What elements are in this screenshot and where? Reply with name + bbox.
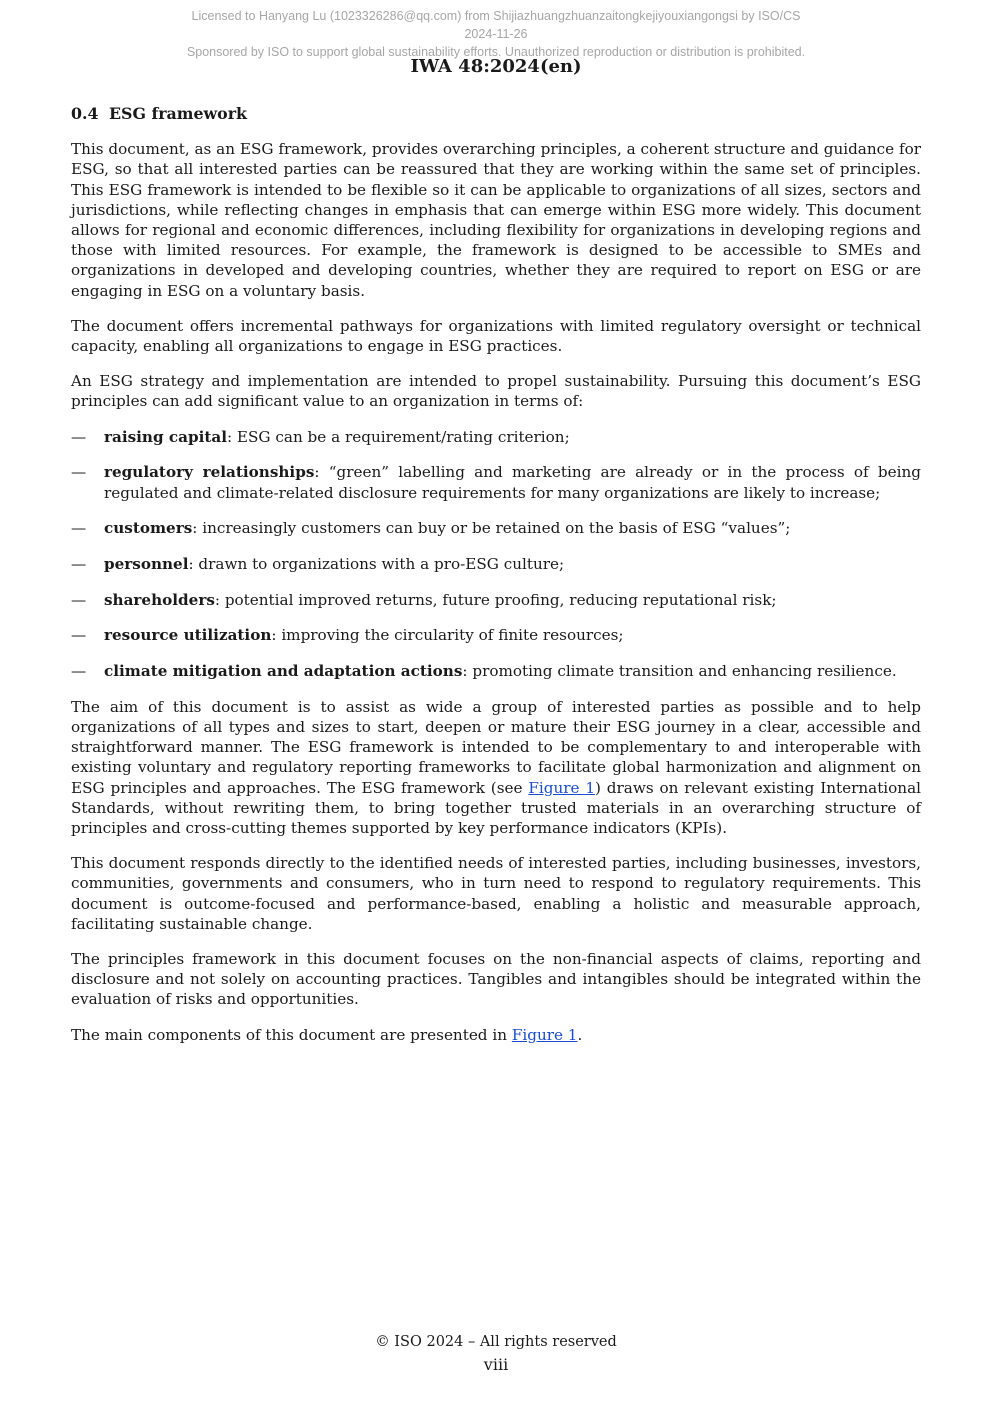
list-item-term: customers <box>104 519 193 538</box>
list-item <box>71 554 921 574</box>
list-item-term: regulatory relationships <box>104 463 315 482</box>
list-item <box>71 518 921 538</box>
paragraph-intro: This document, as an ESG framework, provides overarching principles, a coherent structure and guidance for ESG, so that all interested parties can be reassured that they are working within the same set of principles. This ESG framework is intended to be flexible so it can be applicable to organizations of all sizes, sectors and jurisdictions, while reflecting changes in emphasis that can emerge within ESG more widely. This document allows for regional and economic differences, including flexibility for organizations in developing regions and those with limited resources. For example, the framework is designed to be accessible to SMEs and organizations in developed and developing countries, whether they are required to report on ESG or are engaging in ESG on a voluntary basis. <box>71 140 921 300</box>
page-number: viii <box>483 1355 509 1374</box>
paragraph-components-text: The main components of this document are presented in <box>71 1025 512 1044</box>
value-list <box>71 427 921 682</box>
paragraph-pathways: The document offers incremental pathways for organizations with limited regulatory oversight or technical capacity, enabling all organizations to engage in ESG practices. <box>71 316 921 356</box>
list-item-text: : drawn to organizations with a pro-ESG culture; <box>188 554 565 573</box>
section-number: 0.4 <box>71 104 99 123</box>
list-item-term: personnel <box>104 554 189 573</box>
figure-1-link[interactable]: Figure 1 <box>528 778 596 797</box>
list-item-term: raising capital <box>104 427 227 446</box>
license-line-3: Sponsored by ISO to support global sustainability efforts. Unauthorized reproduction or distribution is prohibited. <box>186 45 806 59</box>
list-item <box>71 462 921 502</box>
bullet-dash: — <box>71 590 87 609</box>
paragraph-needs: This document responds directly to the identified needs of interested parties, including businesses, investors, communities, governments and consumers, who in turn need to respond to regulatory requirements. This document is outcome-focused and performance-based, enabling a holistic and measurable approach, facilitating sustainable change. <box>71 854 921 933</box>
paragraph-value: An ESG strategy and implementation are intended to propel sustainability. Pursuing this document’s ESG principles can add significant value to an organization in terms of: <box>71 372 921 411</box>
list-item-text: : ESG can be a requirement/rating criterion; <box>226 427 570 446</box>
list-item-text: : increasingly customers can buy or be retained on the basis of ESG “values”; <box>192 519 791 538</box>
list-item-text: : “green” labelling and marketing are already or in the process of being regulated and climate-related disclosure requirements for many organizations are likely to increase; <box>104 463 921 502</box>
license-line-2: 2024-11-26 <box>464 27 528 41</box>
section-heading <box>71 104 921 124</box>
list-item <box>71 427 921 447</box>
paragraph-principles: The principles framework in this document focuses on the non-financial aspects of claims, reporting and disclosure and not solely on accounting practices. Tangibles and intangibles should be integrated within the evaluation of risks and opportunities. <box>71 950 921 1009</box>
figure-1-link[interactable]: Figure 1 <box>511 1025 578 1044</box>
section-title: ESG framework <box>109 104 247 123</box>
paragraph-aim-text: The aim of this document is to assist as wide a group of interested parties as possible and to help organizations of all types and sizes to start, deepen or mature their ESG journey in a clear, accessible and straightforward manner. The ESG framework is intended to be complementary to and interoperable with existing voluntary and regulatory reporting frameworks to facilitate global harmonization and alignment on ESG principles and approaches. The ESG framework (see <box>71 697 921 797</box>
paragraph-aim-text-end: ) draws on relevant existing International Standards, without rewriting them, to bring together trusted materials in an overarching structure of principles and cross-cutting themes supported by key performance indicators (KPIs). <box>71 778 921 837</box>
bullet-dash: — <box>71 626 87 645</box>
list-item-text: : improving the circularity of finite resources; <box>271 626 624 645</box>
paragraph-components <box>71 1025 921 1045</box>
license-watermark <box>0 7 992 61</box>
bullet-dash: — <box>71 519 87 538</box>
bullet-dash: — <box>71 662 87 681</box>
list-item <box>71 590 921 610</box>
page-content <box>71 104 921 1060</box>
list-item-term: shareholders <box>104 590 215 609</box>
list-item-text: : promoting climate transition and enhancing resilience. <box>462 662 897 681</box>
paragraph-components-end: . <box>577 1025 583 1044</box>
list-item-term: climate mitigation and adaptation actions <box>104 662 463 681</box>
paragraph-aim <box>71 697 921 838</box>
bullet-dash: — <box>71 427 87 446</box>
bullet-dash: — <box>71 463 87 482</box>
license-line-1: Licensed to Hanyang Lu (1023326286@qq.com) from Shijiazhuangzhuanzaitongkejiyouxiangongsi by ISO/CS <box>191 9 801 23</box>
list-item-term: resource utilization <box>104 626 272 645</box>
list-item <box>71 661 921 681</box>
list-item-text: : potential improved returns, future proofing, reducing reputational risk; <box>214 590 777 609</box>
bullet-dash: — <box>71 554 87 573</box>
list-item <box>71 625 921 645</box>
copyright-footer: © ISO 2024 – All rights reserved <box>375 1334 617 1350</box>
document-identifier: IWA 48:2024(en) <box>410 56 582 77</box>
